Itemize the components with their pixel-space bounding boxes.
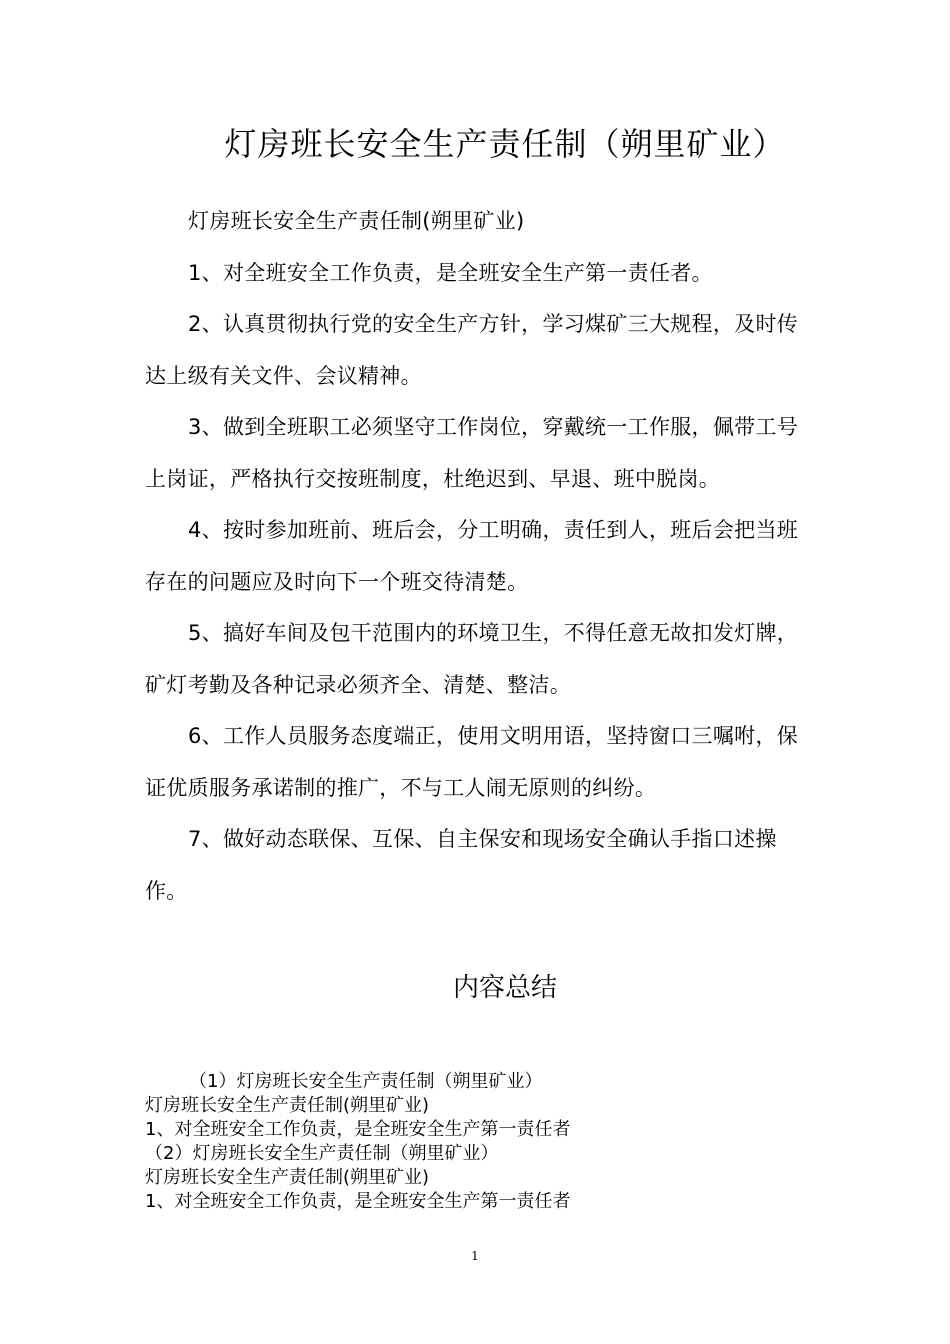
summary-line: 1、对全班安全工作负责，是全班安全生产第一责任者 bbox=[145, 1191, 571, 1212]
document-body bbox=[145, 196, 810, 917]
paragraph-item-6: 6、工作人员服务态度端正，使用文明用语，坚持窗口三嘱咐，保证优质服务承诺制的推广，不与工人闹无原则的纠纷。 bbox=[145, 724, 799, 800]
page-number: 1 bbox=[471, 1249, 479, 1263]
summary-line: 灯房班长安全生产责任制(朔里矿业) bbox=[145, 1167, 430, 1188]
summary-heading: 内容总结 bbox=[452, 973, 557, 1003]
summary-block bbox=[145, 1070, 810, 1214]
summary-line: （1）灯房班长安全生产责任制（朔里矿业） bbox=[189, 1071, 543, 1092]
paragraph-item-1: 1、对全班安全工作负责，是全班安全生产第一责任者。 bbox=[188, 260, 713, 285]
paragraph-heading: 灯房班长安全生产责任制(朔里矿业) bbox=[188, 209, 525, 233]
document-title: 灯房班长安全生产责任制（朔里矿业） bbox=[224, 125, 786, 163]
paragraph-item-3: 3、做到全班职工必须坚守工作岗位，穿戴统一工作服，佩带工号上岗证，严格执行交按班制度，杜绝迟到、早退、班中脱岗。 bbox=[145, 415, 799, 491]
summary-line: （2）灯房班长安全生产责任制（朔里矿业） bbox=[145, 1143, 499, 1164]
paragraph-item-7: 7、做好动态联保、互保、自主保安和现场安全确认手指口述操作。 bbox=[145, 827, 777, 903]
paragraph-item-2: 2、认真贯彻执行党的安全生产方针，学习煤矿三大规程，及时传达上级有关文件、会议精神。 bbox=[145, 312, 799, 388]
paragraph-item-4: 4、按时参加班前、班后会，分工明确，责任到人，班后会把当班存在的问题应及时向下一个班交待清楚。 bbox=[145, 518, 799, 594]
paragraph-item-5: 5、搞好车间及包干范围内的环境卫生，不得任意无故扣发灯牌，矿灯考勤及各种记录必须齐全、清楚、整洁。 bbox=[145, 621, 799, 697]
summary-line: 灯房班长安全生产责任制(朔里矿业) bbox=[145, 1095, 430, 1116]
summary-line: 1、对全班安全工作负责，是全班安全生产第一责任者 bbox=[145, 1119, 571, 1140]
